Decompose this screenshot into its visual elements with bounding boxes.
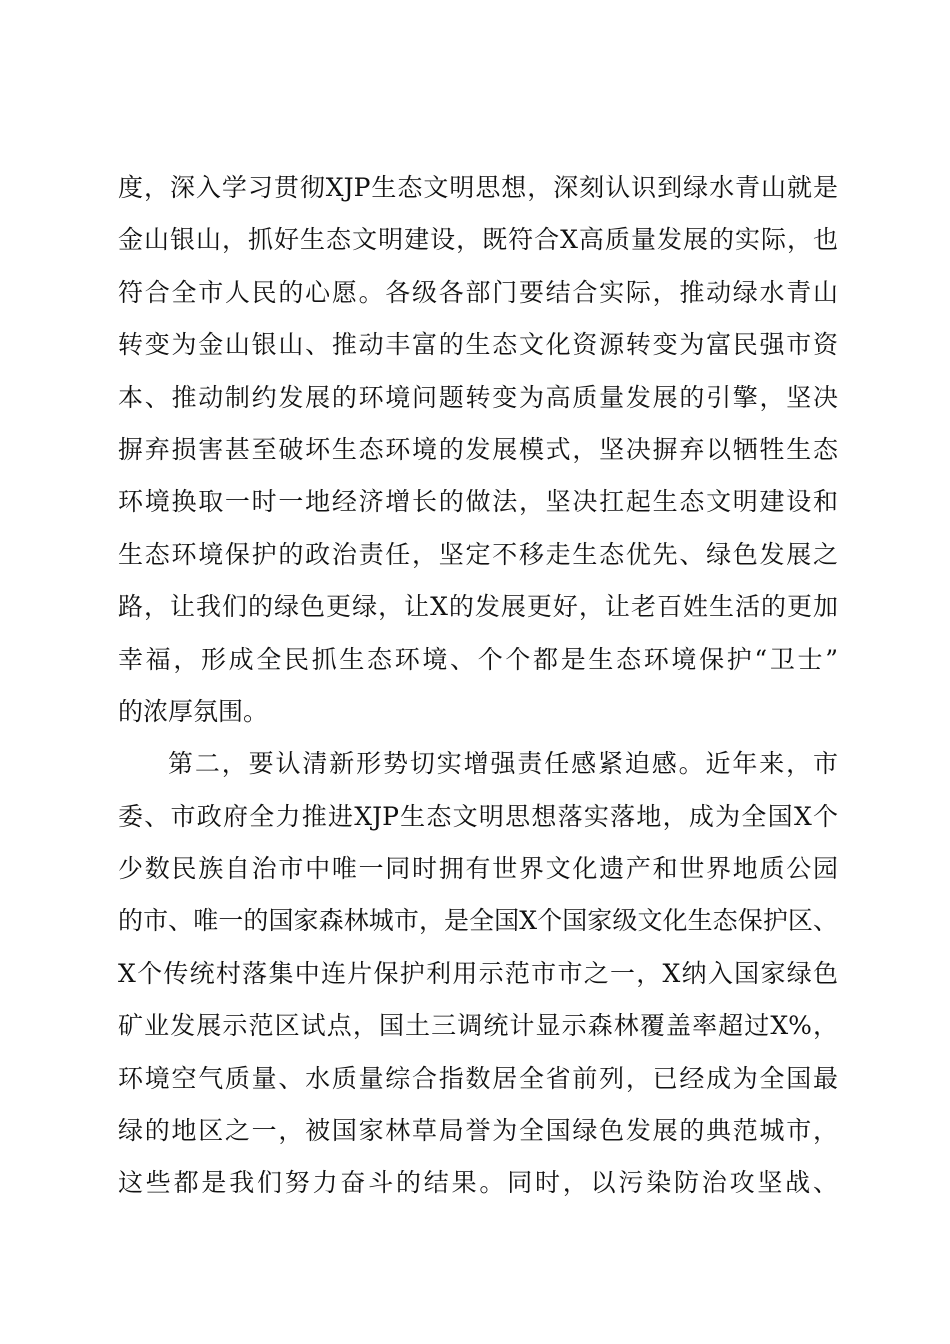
text-line: 幸福，形成全民抓生态环境、个个都是生态环境保护“卫士” xyxy=(118,644,838,674)
body-text xyxy=(118,162,838,1210)
text-line: 摒弃损害甚至破坏生态环境的发展模式，坚决摒弃以牺牲生态 xyxy=(118,434,838,464)
text-line: 委、市政府全力推进XJP生态文明思想落实落地，成为全国X个 xyxy=(118,801,838,831)
text-line: 本、推动制约发展的环境问题转变为高质量发展的引擎，坚决 xyxy=(118,382,838,412)
text-line: 转变为金山银山、推动丰富的生态文化资源转变为富民强市资 xyxy=(118,330,838,360)
text-line: 少数民族自治市中唯一同时拥有世界文化遗产和世界地质公园 xyxy=(118,854,838,884)
text-line: X个传统村落集中连片保护利用示范市市之一，X纳入国家绿色 xyxy=(118,958,838,988)
paragraph-start-line: 第二，要认清新形势切实增强责任感紧迫感。近年来，市 xyxy=(168,749,838,779)
text-line: 绿的地区之一，被国家林草局誉为全国绿色发展的典范城市， xyxy=(118,1116,838,1146)
text-line: 路，让我们的绿色更绿，让X的发展更好，让老百姓生活的更加 xyxy=(118,592,838,622)
text-line: 生态环境保护的政治责任，坚定不移走生态优先、绿色发展之 xyxy=(118,539,838,569)
text-line: 金山银山，抓好生态文明建设，既符合X高质量发展的实际，也 xyxy=(118,225,838,255)
text-line: 环境空气质量、水质量综合指数居全省前列，已经成为全国最 xyxy=(118,1063,838,1093)
text-line: 度，深入学习贯彻XJP生态文明思想，深刻认识到绿水青山就是 xyxy=(118,173,838,202)
text-line: 矿业发展示范区试点，国土三调统计显示森林覆盖率超过X%， xyxy=(118,1011,838,1041)
text-line: 符合全市人民的心愿。各级各部门要结合实际，推动绿水青山 xyxy=(118,277,838,307)
text-line: 环境换取一时一地经济增长的做法，坚决扛起生态文明建设和 xyxy=(118,487,838,517)
text-line: 的浓厚氛围。 xyxy=(118,696,269,726)
text-line: 这些都是我们努力奋斗的结果。同时，以污染防治攻坚战、 xyxy=(118,1168,838,1198)
text-line: 的市、唯一的国家森林城市，是全国X个国家级文化生态保护区、 xyxy=(118,906,838,936)
